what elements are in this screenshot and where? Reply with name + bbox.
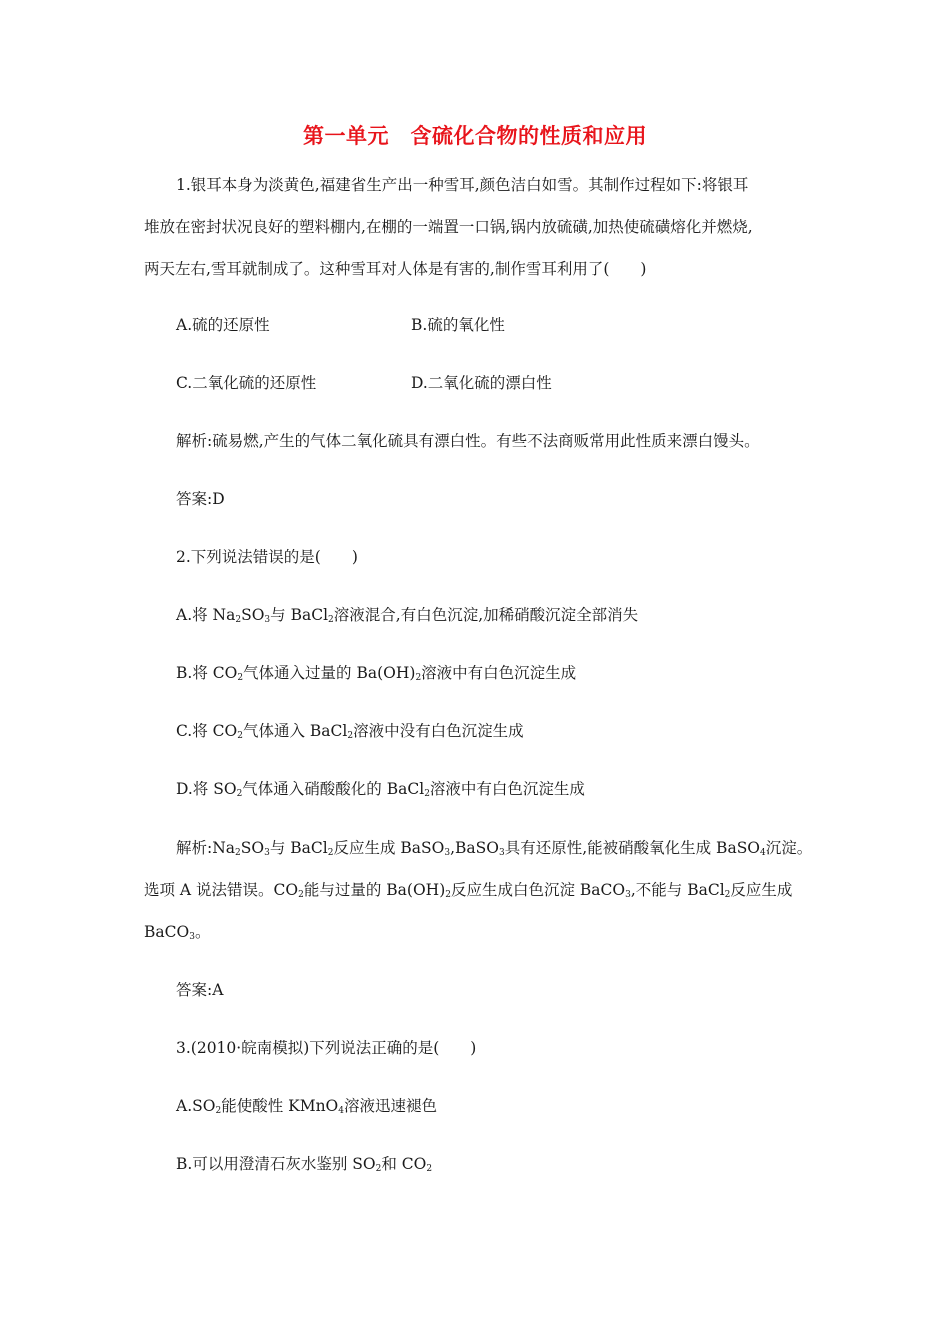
q2-analysis-line-1: 解析$:Na_2SO_3$与 BaCl$_2$反应生成 BaSO$_3$,BaSO$_3$具有还原性,能被硝酸氧化生成 BaSO$_4$沉淀。 [176, 839, 813, 858]
page-title: 第一单元 含硫化合物的性质和应用 [303, 124, 647, 148]
q1-stem-line-2: 堆放在密封状况良好的塑料棚内,在棚的一端置一口锅,锅内放硫磺,加热使硫磺熔化并燃烧, [144, 218, 753, 236]
q2-answer: 答案:A [176, 981, 224, 999]
q2-option-a: A.将 $Na_2SO_3$与 BaCl$_2$溶液混合,有白色沉淀,加稀硝酸沉淀全部消失 [176, 606, 639, 625]
q2-option-b: B.将 $CO_2$气体通入过量的 $Ba(OH)_2$溶液中有白色沉淀生成 [176, 664, 577, 683]
q3-option-b: B.可以用澄清石灰水鉴别 $SO_2$和 $CO_2$ [176, 1155, 433, 1174]
q3-stem: 3.(2010·皖南模拟)下列说法正确的是( ) [176, 1039, 477, 1057]
q3-option-a: $A.SO_2$能使酸性 KMnO$_4$溶液迅速褪色 [176, 1097, 438, 1116]
q1-option-a: A.硫的还原性 [176, 316, 270, 334]
q1-stem-line-1: 1.银耳本身为淡黄色,福建省生产出一种雪耳,颜色洁白如雪。其制作过程如下:将银耳 [176, 176, 749, 194]
q2-analysis-line-3: BaCO$_3$。 [144, 923, 211, 942]
q2-stem: 2.下列说法错误的是( ) [176, 548, 358, 566]
q1-option-b: B.硫的氧化性 [411, 316, 505, 334]
q2-option-c: C.将 $CO_2$气体通入 BaCl$_2$溶液中没有白色沉淀生成 [176, 722, 524, 741]
q1-analysis: 解析:硫易燃,产生的气体二氧化硫具有漂白性。有些不法商贩常用此性质来漂白馒头。 [176, 432, 760, 450]
q2-option-d: D.将 $SO_2$气体通入硝酸酸化的 BaCl$_2$溶液中有白色沉淀生成 [176, 780, 585, 799]
q1-stem-line-3: 两天左右,雪耳就制成了。这种雪耳对人体是有害的,制作雪耳利用了( ) [144, 260, 647, 278]
q1-option-c: C.二氧化硫的还原性 [176, 374, 317, 392]
q1-answer: 答案:D [176, 490, 225, 508]
q2-analysis-line-2: 选项 A 说法错误。$CO_2$能与过量的 $Ba(OH)_2$反应生成白色沉淀 BaCO$_3$,不能与 BaCl$_2$反应生成 [144, 881, 793, 900]
q1-option-d: D.二氧化硫的漂白性 [411, 374, 552, 392]
